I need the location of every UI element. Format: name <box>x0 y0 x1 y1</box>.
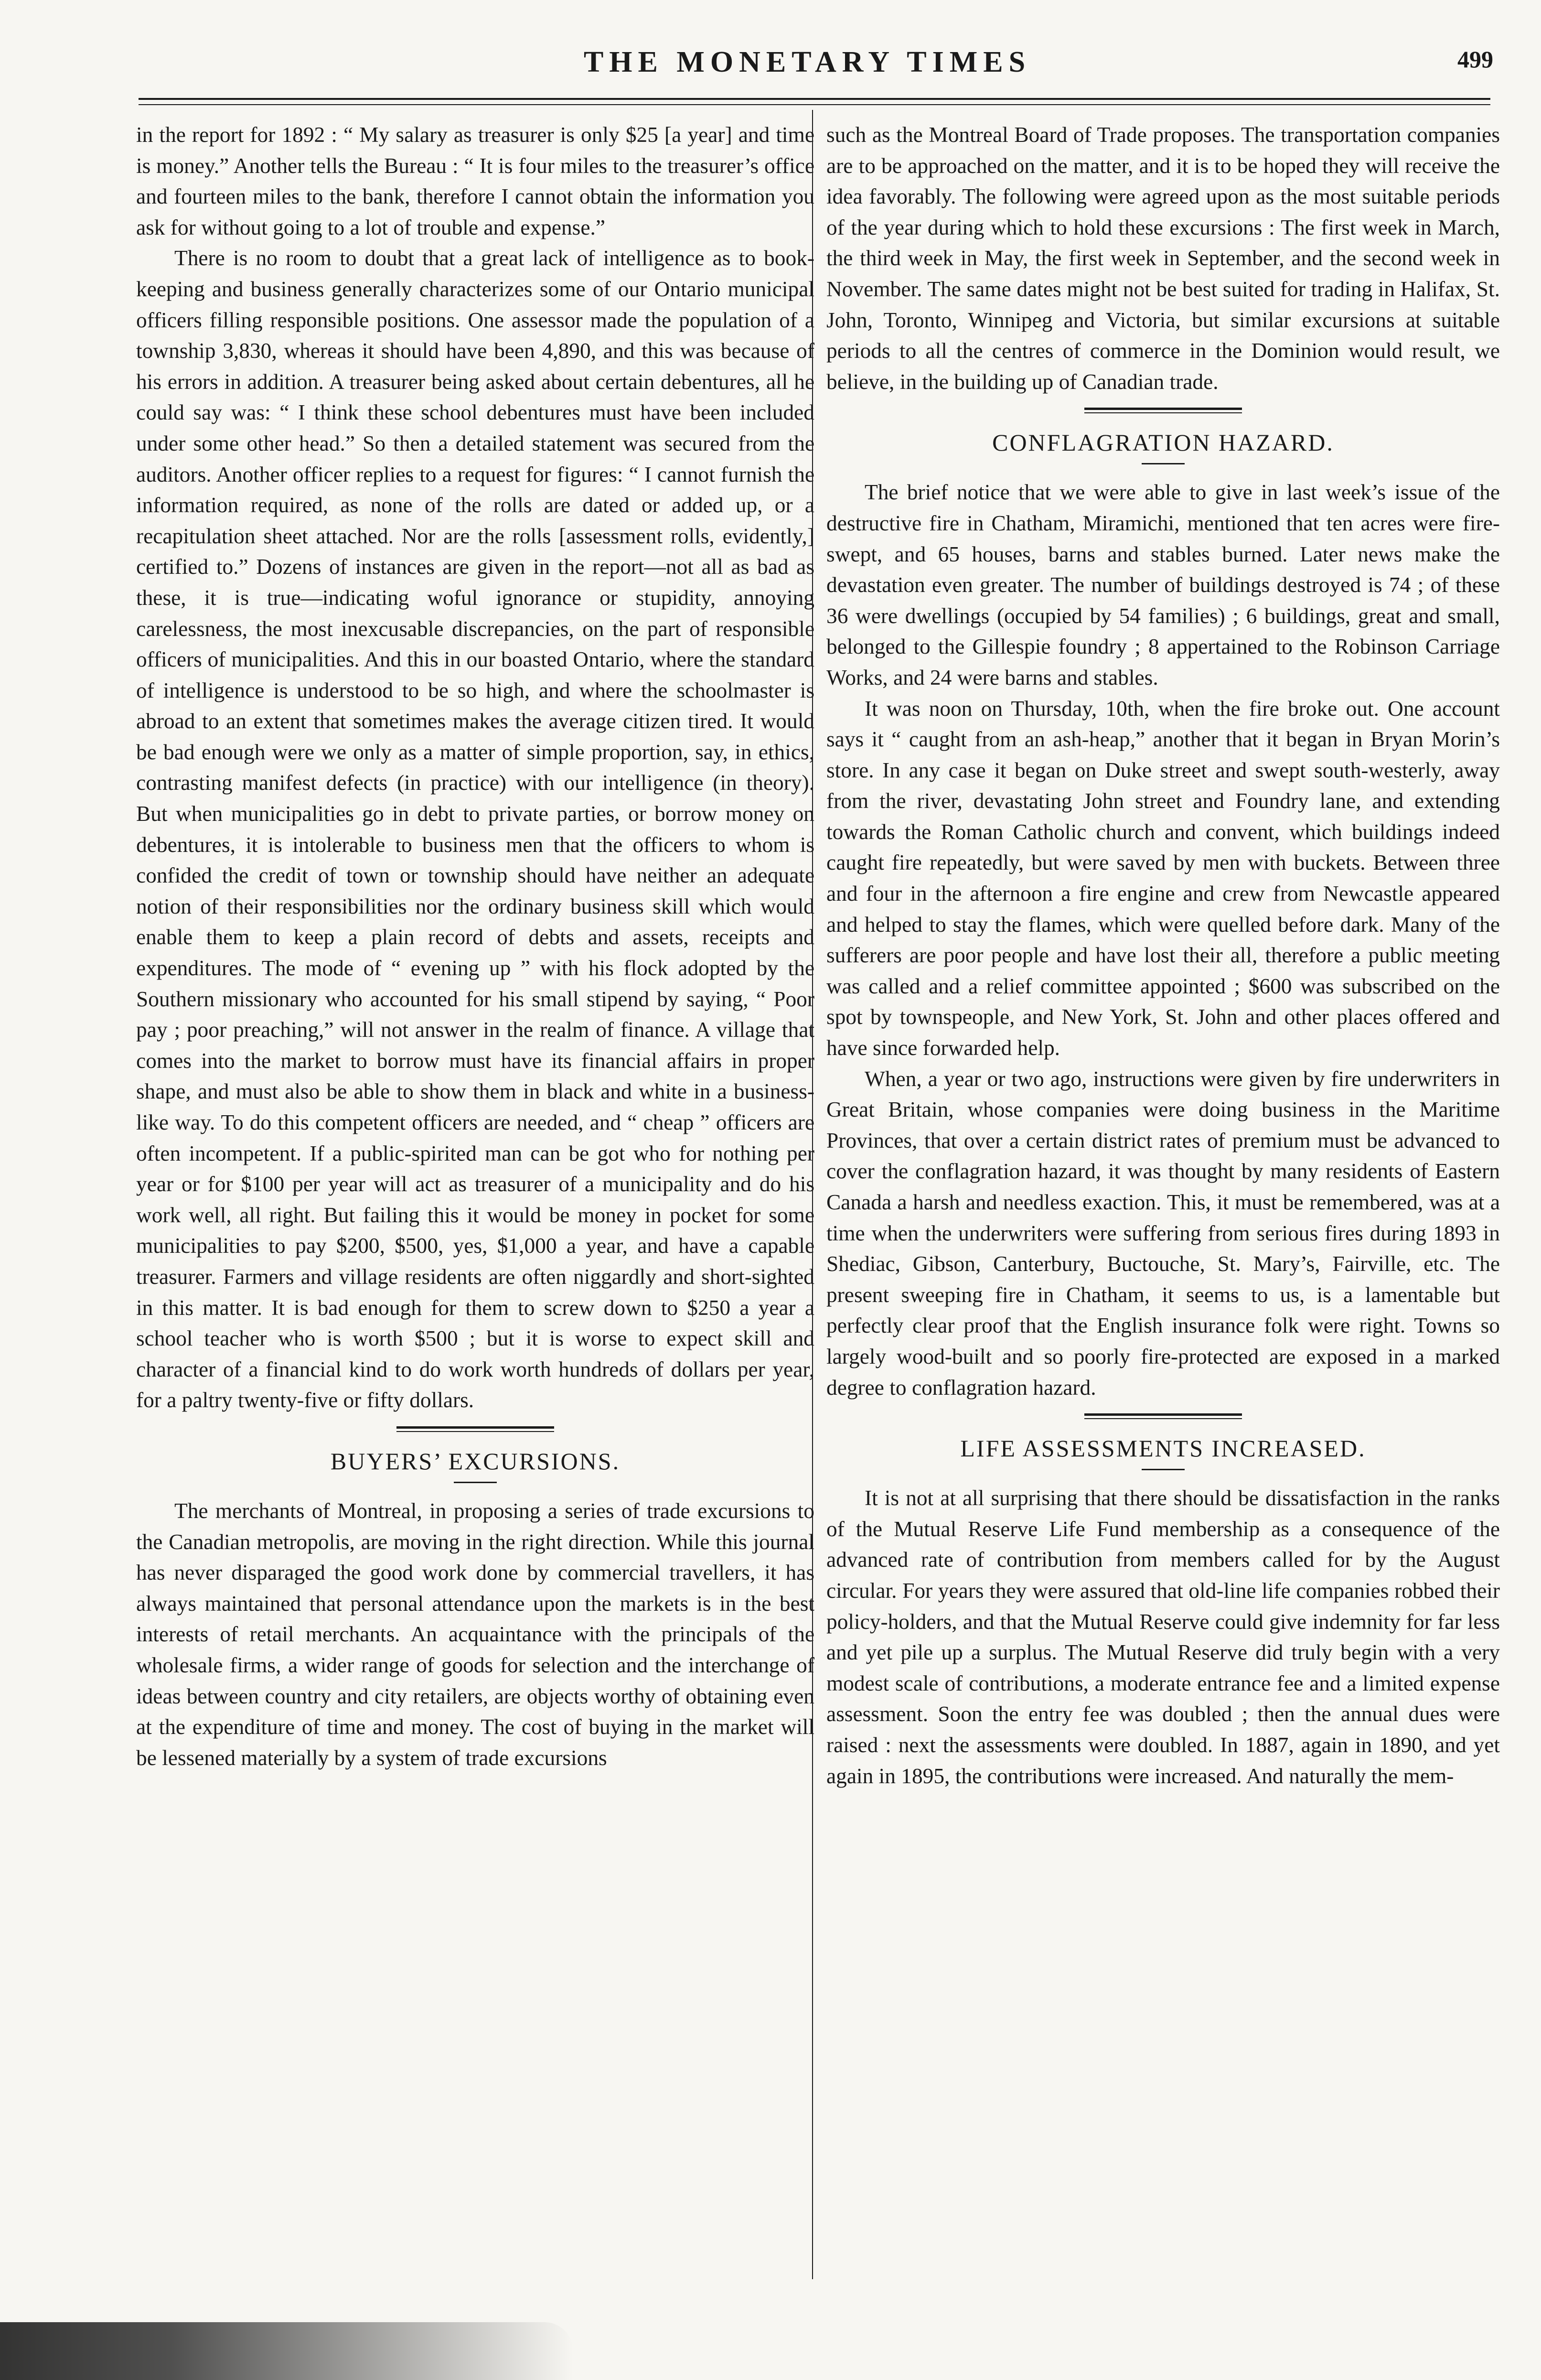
conflagration-paragraph: The brief notice that we were able to give in last week’s issue of the destructive fire in Chatham, Miramichi, mentioned that ten acres were fire-swept, and 65 houses, barns and stables burned. Later news make the devastation even greater. The number of buildings destroyed is 74 ; of these 36 were dwellings (occupied by 54 families) ; 6 buildings, great and small, belonged to the Gillespie foundry ; 8 appertained to the Robinson Carriage Works, and 24 were barns and stables. <box>826 480 1500 689</box>
buyers-excursions-heading: BUYERS’ EXCURSIONS. <box>330 1447 621 1475</box>
left-column <box>136 119 814 1773</box>
article-continuation-paragraph: in the report for 1892 : “ My salary as treasurer is only $25 [a year] and time is money.” Another tells the Bureau : “ It is four miles to the treasurer’s office and fourteen miles to the bank, therefore I cannot obtain the information you ask for without going to a lot of trouble and expense.” <box>136 123 814 239</box>
section-separator <box>396 1426 554 1432</box>
page-number: 499 <box>1457 46 1493 73</box>
buyers-excursions-paragraph: The merchants of Montreal, in proposing a series of trade excursions to the Canadian metropolis, are moving in the right direction. While this journal has never disparaged the good work done by commercial travellers, it has always maintained that personal attendance upon the markets is in the best interests of retail merchants. An acquaintance with the principals of the wholesale firms, a wider range of goods for selection and the interchange of ideas between country and city retailers, are objects worthy of obtaining even at the expenditure of time and money. The cost of buying in the market will be lessened materially by a system of trade excursions <box>136 1498 814 1770</box>
heading-underline <box>454 1482 497 1483</box>
article-paragraph: There is no room to doubt that a great lack of intelligence as to book-keeping and business generally characterizes some of our Ontario municipal officers filling responsible positions. One assessor made the population of a township 3,830, whereas it should have been 4,890, and this was because of his errors in addition. A treasurer being asked about certain debentures, all he could say was: “ I think these school debentures must have been included under some other head.” So then a detailed statement was secured from the auditors. Another officer replies to a request for figures: “ I cannot furnish the information required, as none of the rolls are dated or added up, or a recapitulation sheet attached. Nor are the rolls [assessment rolls, evidently,] certified to.” Dozens of instances are given in the report—not all as bad as these, it is true—indicating woful ignorance or stupidity, annoying carelessness, the most inexcusable discrepancies, on the part of responsible officers of municipalities. And this in our boasted Ontario, where the standard of intelligence is understood to be so high, and where the schoolmaster is abroad to an extent that sometimes makes the average citizen tired. It would be bad enough were we only as a matter of simple proportion, say, in ethics, contrasting manifest defects (in practice) with our intelligence (in theory). But when municipalities go in debt to private parties, or borrow money on debentures, it is intolerable to business men that the officers to whom is confided the credit of town or township should have neither an adequate notion of their responsibilities nor the ordinary business skill which would enable them to keep a plain record of debts and assets, receipts and expenditures. The mode of “ evening up ” with his flock adopted by the Southern missionary who accounted for his small stipend by saying, “ Poor pay ; poor preaching,” will not answer in the realm of finance. A village that comes into the market to borrow must have its financial affairs in proper shape, and must also be able to show them in black and white in a business-like way. To do this competent officers are needed, and “ cheap ” officers are often incompetent. If a public-spirited man can be got who for nothing per year or for $100 per year will act as treasurer of a municipality and do his work well, all right. But failing this it would be money in pocket for some municipalities to pay $200, $500, yes, $1,000 a year, and have a capable treasurer. Farmers and village residents are often niggardly and short-sighted in this matter. It is bad enough for them to screw down to $250 a year a school teacher who is worth $500 ; but it is worse to expect skill and character of a financial kind to do work worth hundreds of dollars per year, for a paltry twenty-five or fifty dollars. <box>136 246 814 1412</box>
life-assessments-paragraph: It is not at all surprising that there should be dissatisfaction in the ranks of the Mutual Reserve Life Fund membership as a consequence of the advanced rate of contribution from members called for by the August circular. For years they were assured that old-line life companies robbed their policy-holders, and that the Mutual Reserve could give indemnity for far less and yet pile up a surplus. The Mutual Reserve did truly begin with a very modest scale of contributions, a moderate entrance fee and a limited expense assessment. Soon the entry fee was doubled ; then the annual dues were raised : next the assessments were doubled. In 1887, again in 1890, and yet again in 1895, the contributions were increased. And naturally the mem- <box>826 1486 1500 1788</box>
header-rule <box>139 98 1490 100</box>
masthead-title: THE MONETARY TIMES <box>583 46 1031 78</box>
life-assessments-heading: LIFE ASSESSMENTS INCREASED. <box>960 1435 1366 1462</box>
section-separator <box>1084 408 1242 413</box>
conflagration-paragraph: It was noon on Thursday, 10th, when the fire broke out. One account says it “ caught from an ash-heap,” another that it began in Bryan Morin’s store. In any case it began on Duke street and swept south-westerly, away from the river, devastating John street and Foundry lane, and extending towards the Roman Catholic church and convent, which buildings indeed caught fire repeatedly, but were saved by men with buckets. Between three and four in the afternoon a fire engine and crew from Newcastle appeared and helped to stay the flames, which were quelled before dark. Many of the sufferers are poor people and have lost their all, therefore a public meeting was called and a relief committee appointed ; $600 was subscribed on the spot by townspeople, and New York, St. John and other places offered and have since forwarded help. <box>826 696 1500 1060</box>
heading-underline <box>1142 1469 1185 1470</box>
page-binding-shadow <box>0 2322 573 2380</box>
section-separator <box>1084 1413 1242 1419</box>
buyers-excursions-continuation: such as the Montreal Board of Trade proposes. The transportation companies are to be approached on the matter, and it is to be hoped they will receive the idea favorably. The following were agreed upon as the most suitable periods of the year during which to hold these excursions : The first week in March, the third week in May, the first week in September, and the second week in November. The same dates might not be best suited for trading in Halifax, St. John, Toronto, Winnipeg and Victoria, but similar excursions at suitable periods to all the centres of commerce in the Dominion would result, we believe, in the building up of Canadian trade. <box>826 123 1500 394</box>
right-column <box>826 119 1500 1791</box>
conflagration-paragraph: When, a year or two ago, instructions were given by fire underwriters in Great Britain, whose companies were doing business in the Maritime Provinces, that over a certain district rates of premium must be advanced to cover the conflagration hazard, it was thought by many residents of Eastern Canada a harsh and needless exaction. This, it must be remembered, was at a time when the underwriters were suffering from serious fires during 1893 in Shediac, Gibson, Canterbury, Buctouche, St. Mary’s, Fairville, etc. The present sweeping fire in Chatham, it seems to us, is a lamentable but perfectly clear proof that the English insurance folk were right. Towns so largely wood-built and so poorly fire-protected are exposed in a marked degree to conflagration hazard. <box>826 1066 1500 1400</box>
heading-underline <box>1142 463 1185 464</box>
conflagration-hazard-heading: CONFLAGRATION HAZARD. <box>992 429 1334 456</box>
header-rule-thin <box>139 104 1490 105</box>
